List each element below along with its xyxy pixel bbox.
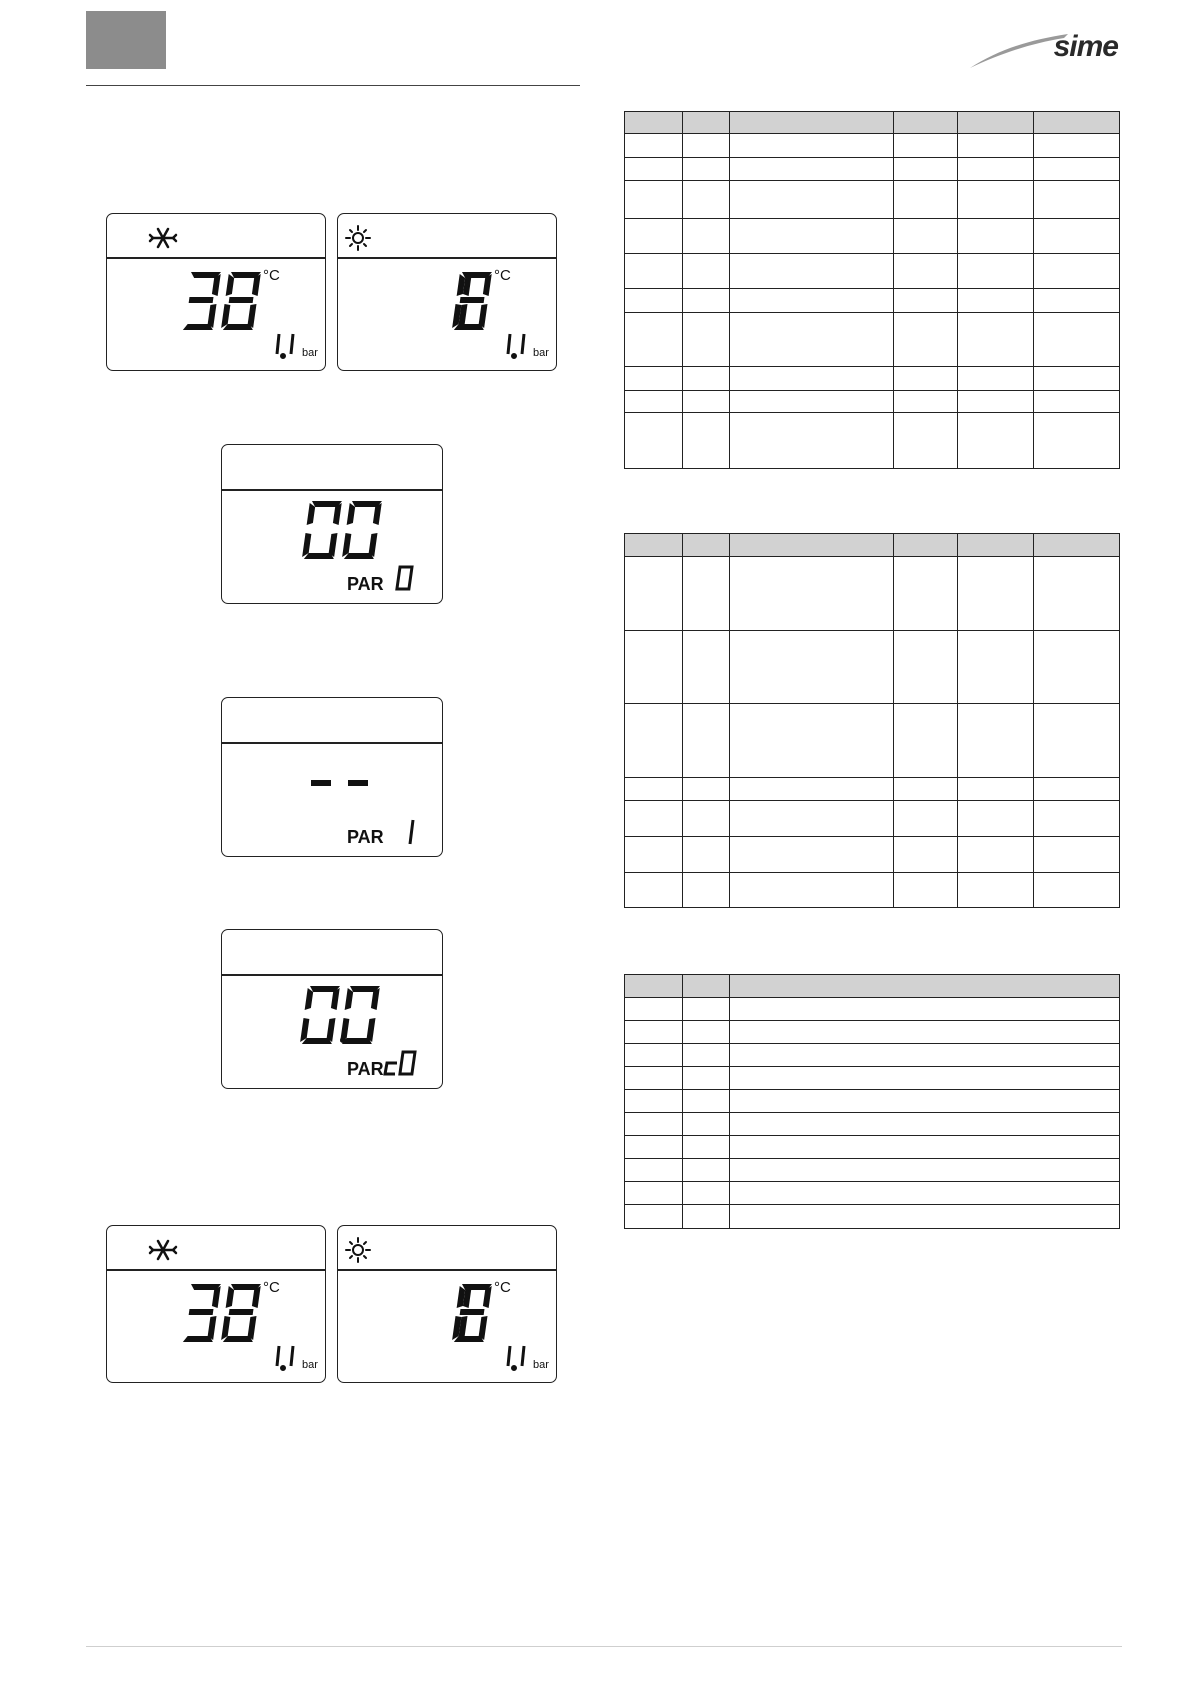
dash-segment (311, 780, 331, 786)
value-digit-0 (342, 501, 382, 559)
section-tab (86, 11, 166, 69)
par-label: PAR (347, 1059, 384, 1079)
table-header (625, 534, 1119, 557)
par-index-1 (410, 820, 413, 844)
lcd-display-par-0 (221, 444, 443, 604)
lcd-display-par-c0 (221, 929, 443, 1089)
header-rule (86, 85, 580, 86)
value-digit-0 (340, 986, 380, 1044)
temperature-digit-8 (452, 272, 492, 330)
lcd-display-par-c0-graphic (222, 930, 442, 1088)
parameter-table-2 (624, 533, 1120, 908)
par-label: PAR (347, 827, 384, 847)
parameter-table-1 (624, 111, 1120, 469)
temperature-digit-8 (452, 1284, 492, 1342)
sun-icon (346, 1238, 370, 1262)
pressure-value (277, 334, 293, 358)
lcd-display-frost-graphic (107, 214, 325, 370)
table-header (625, 975, 1119, 998)
temp-unit-label: °C (494, 1279, 511, 1296)
pressure-value (277, 1346, 293, 1370)
snowflake-icon (150, 229, 176, 247)
snowflake-icon (150, 1241, 176, 1259)
value-digit-0 (300, 986, 340, 1044)
par-index-0 (397, 567, 412, 589)
lcd-display-sun (337, 213, 557, 371)
pressure-unit-label: bar (533, 347, 549, 359)
sun-icon (346, 226, 370, 250)
pressure-unit-label: bar (302, 1359, 318, 1371)
lcd-display-frost-repeat-graphic (107, 1226, 325, 1382)
pressure-unit-label: bar (533, 1359, 549, 1371)
lcd-display-par-1-graphic (222, 698, 442, 856)
lcd-display-par-0-graphic (222, 445, 442, 603)
lcd-display-sun-repeat-graphic (338, 1226, 556, 1382)
pressure-value (508, 334, 524, 358)
temp-unit-label: °C (263, 267, 280, 284)
temperature-digit-3 (183, 272, 221, 330)
value-digit-0 (302, 501, 342, 559)
parameter-table-3 (624, 974, 1120, 1229)
lcd-display-sun-repeat (337, 1225, 557, 1383)
pressure-value (508, 1346, 524, 1370)
par-index-c (385, 1063, 397, 1074)
temp-unit-label: °C (263, 1279, 280, 1296)
par-label: PAR (347, 574, 384, 594)
par-index-0 (400, 1052, 415, 1074)
pressure-unit-label: bar (302, 347, 318, 359)
lcd-display-sun-graphic (338, 214, 556, 370)
table-header (625, 112, 1119, 134)
lcd-display-frost (106, 213, 326, 371)
temperature-digit-8 (221, 1284, 261, 1342)
lcd-display-par-1 (221, 697, 443, 857)
temp-unit-label: °C (494, 267, 511, 284)
temperature-digit-3 (183, 1284, 221, 1342)
dash-segment (348, 780, 368, 786)
temperature-digit-8 (221, 272, 261, 330)
footer-rule (86, 1646, 1122, 1647)
sime-logo: sime (968, 20, 1128, 72)
lcd-display-frost-repeat (106, 1225, 326, 1383)
